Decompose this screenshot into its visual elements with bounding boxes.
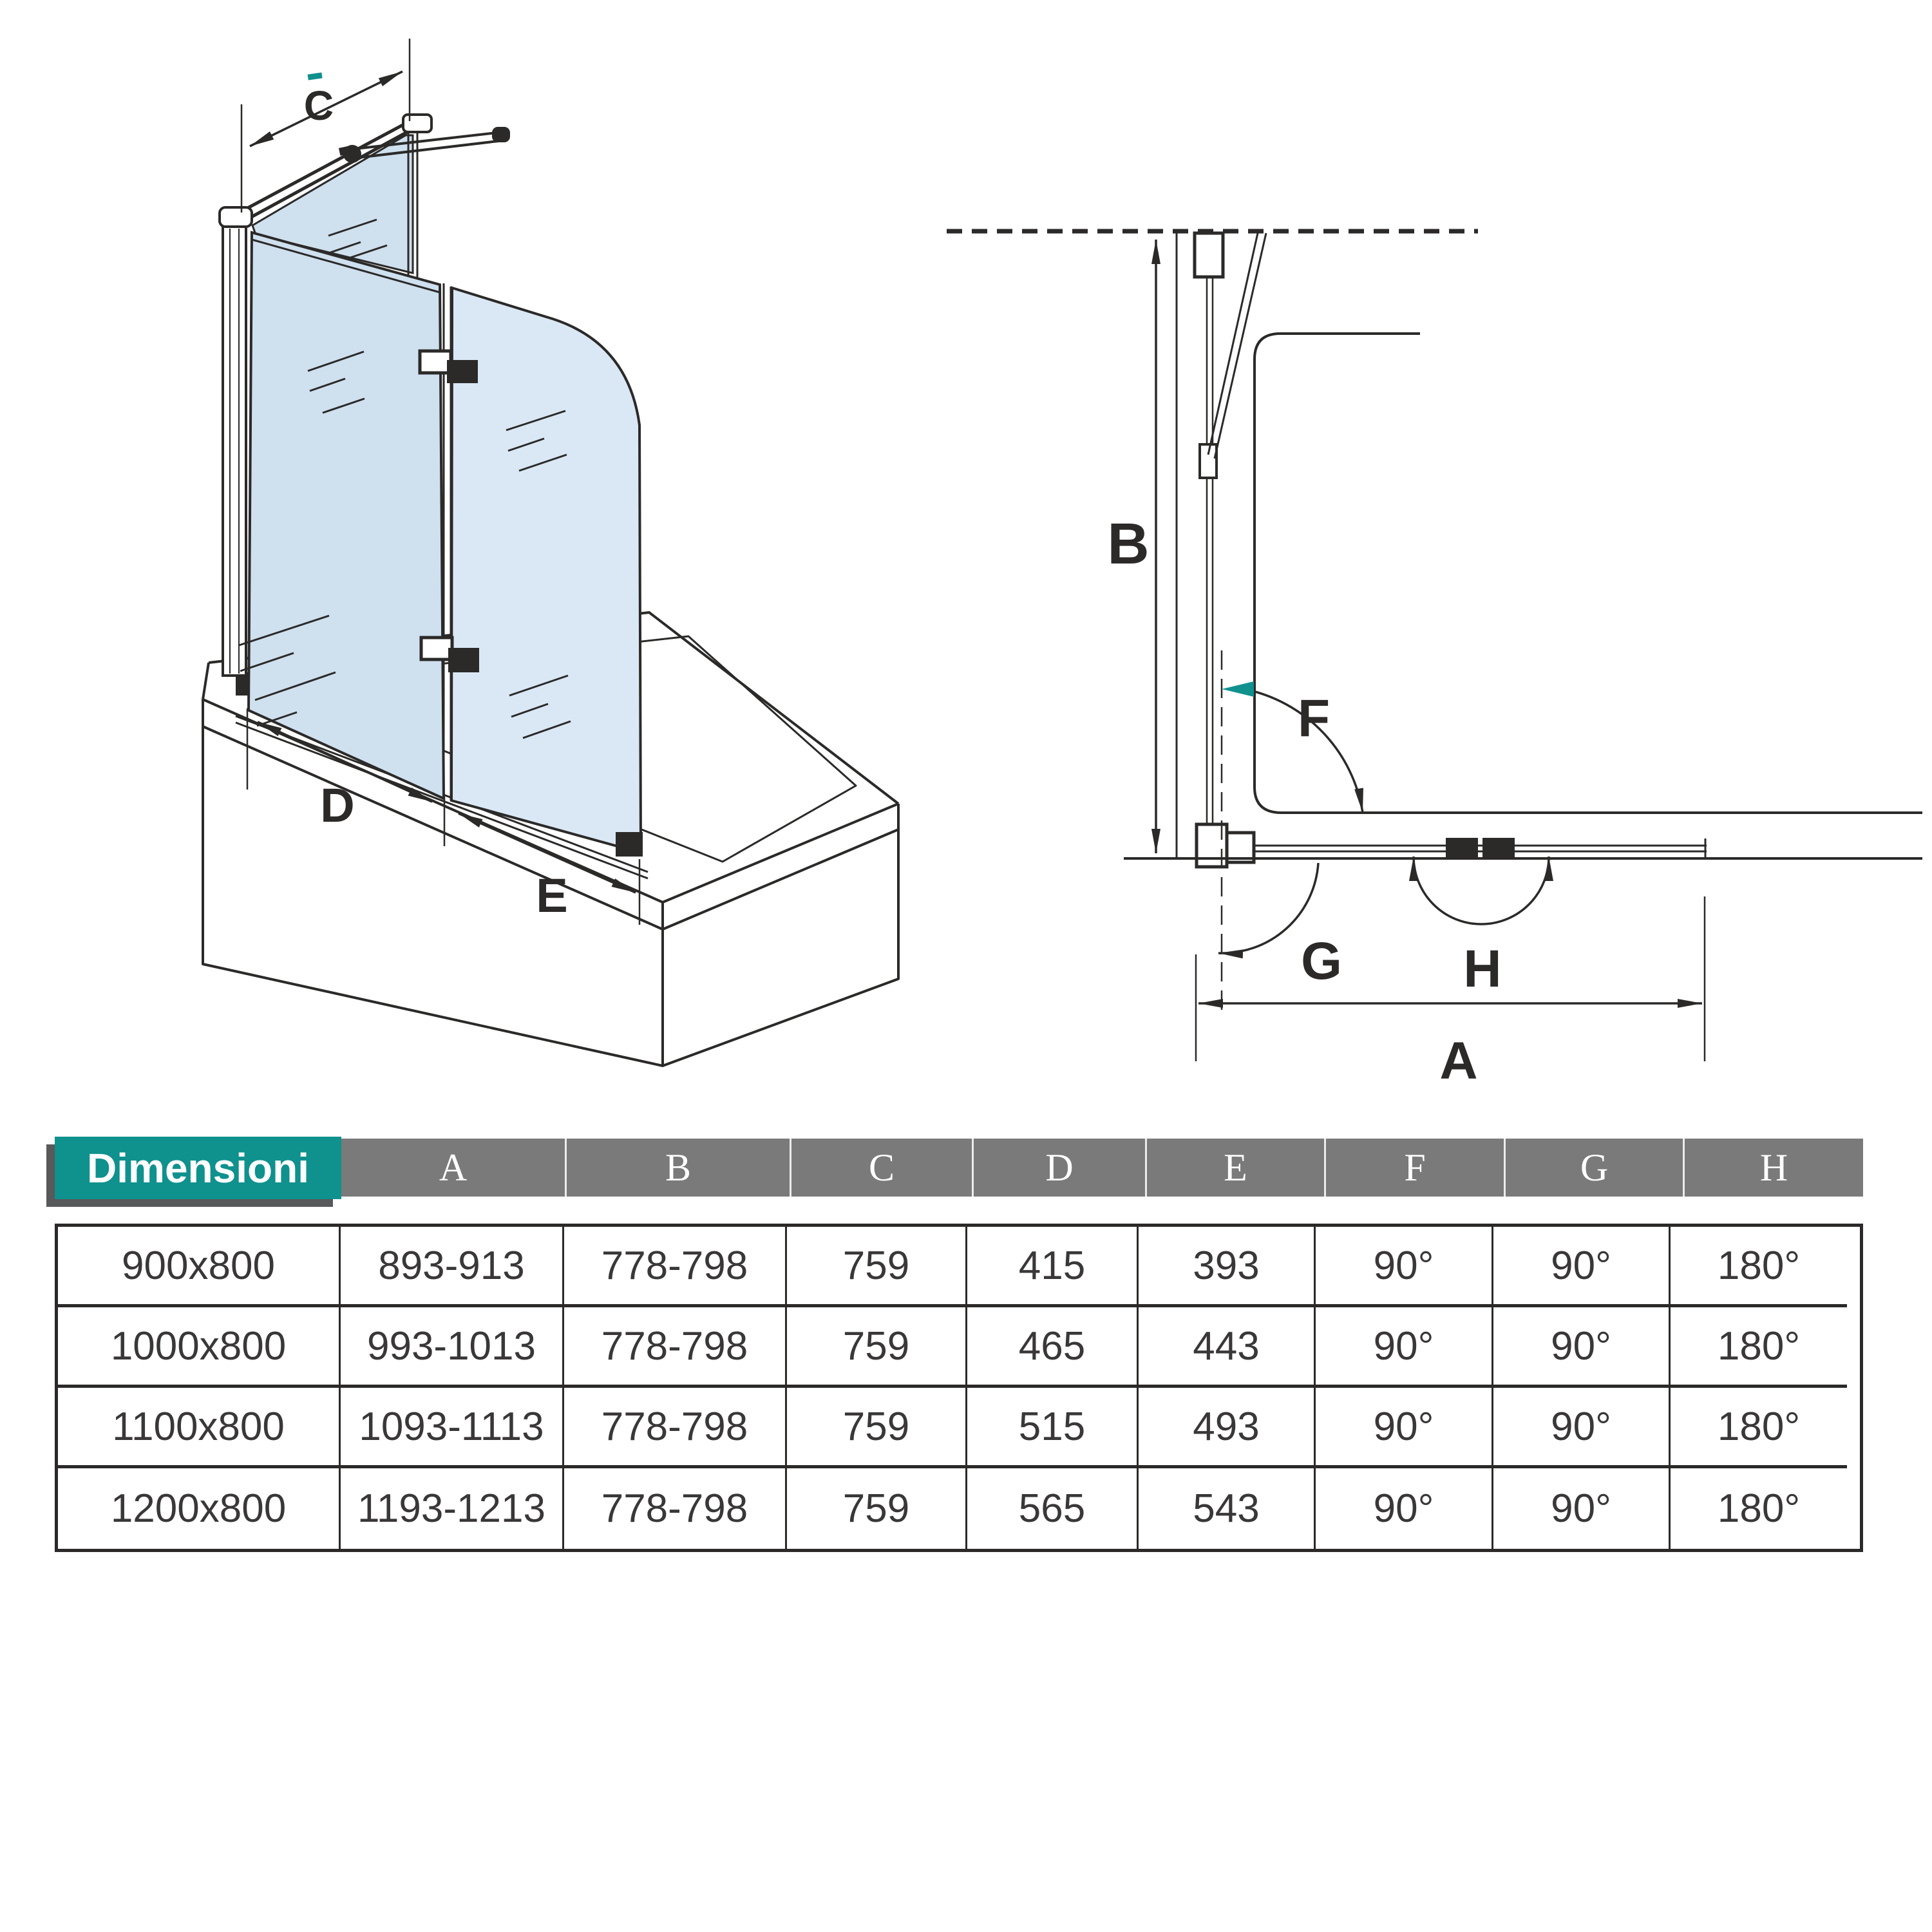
table-cell: 759 [787,1227,967,1307]
tub-rim-profile [1255,334,1922,813]
dimension-a [1196,896,1705,1090]
table-cell: 1193-1213 [341,1468,564,1549]
glass-panel-2 [451,288,641,853]
pivot-block [1197,824,1254,867]
table-cell: 759 [787,1307,967,1388]
hinge-block-1 [1446,838,1478,859]
table-cell: 90° [1316,1227,1493,1307]
table-cell: 415 [967,1227,1139,1307]
table-cell-size: 1200x800 [58,1468,341,1549]
table-cell: 1093-1113 [341,1388,564,1468]
column-header-f: F [1324,1139,1504,1197]
teal-arrowhead [1222,681,1254,697]
table-cell: 90° [1316,1307,1493,1388]
column-header-b: B [565,1139,790,1197]
column-header-e: E [1145,1139,1324,1197]
table-cell: 90° [1493,1307,1671,1388]
table-cell: 778-798 [564,1388,787,1468]
dimension-b [1108,240,1157,853]
table-header [55,1137,1863,1199]
table-cell: 759 [787,1388,967,1468]
column-header-h: H [1683,1139,1863,1197]
panel-2-roller [616,832,643,857]
bath-screen-perspective-drawing [0,0,966,1095]
top-bracket [1195,233,1223,277]
table-cell: 90° [1316,1468,1493,1549]
label-a: A [1439,1032,1478,1090]
table-cell: 90° [1316,1388,1493,1468]
swing-arc-h [1414,857,1549,998]
label-f: F [1297,689,1331,748]
table-body [55,1224,1863,1552]
wall-mount-profile [220,207,252,676]
table-title-badge: Dimensioni [55,1137,341,1199]
table-cell: 90° [1493,1227,1671,1307]
table-cell-size: 900x800 [58,1227,341,1307]
table-cell: 993-1013 [341,1307,564,1388]
folded-screen-line [1253,838,1707,858]
table-cell: 90° [1493,1388,1671,1468]
column-header-g: G [1504,1139,1683,1197]
hinge-block-2 [1482,838,1515,859]
table-column-headers [341,1139,1863,1197]
panel-edge-view [1200,277,1217,824]
table-cell: 893-913 [341,1227,564,1307]
label-c: C [303,82,334,129]
swing-arc-g [1218,863,1342,990]
label-b: B [1107,512,1150,576]
table-cell: 90° [1493,1468,1671,1549]
dimensions-table [55,1137,1863,1531]
table-cell: 493 [1139,1388,1316,1468]
table-cell: 778-798 [564,1468,787,1549]
teal-tick [308,73,323,80]
column-header-a: A [439,1146,468,1189]
swing-arc-f [1222,681,1363,813]
glass-panel-1 [249,232,444,799]
table-cell: 180° [1671,1307,1847,1388]
table-cell: 443 [1139,1307,1316,1388]
table-cell: 778-798 [564,1227,787,1307]
table-cell: 543 [1139,1468,1316,1549]
table-cell: 465 [967,1307,1139,1388]
column-header-d: D [972,1139,1145,1197]
table-cell: 180° [1671,1388,1847,1468]
column-header-c: C [790,1139,972,1197]
table-cell: 759 [787,1468,967,1549]
table-cell: 180° [1671,1227,1847,1307]
bath-screen-plan-view-drawing [902,0,1932,1095]
table-cell: 565 [967,1468,1139,1549]
table-cell: 515 [967,1388,1139,1468]
label-d: D [320,779,355,832]
table-cell: 180° [1671,1468,1847,1549]
table-cell: 393 [1139,1227,1316,1307]
label-g: G [1301,932,1342,990]
label-e: E [536,869,568,922]
table-cell-size: 1100x800 [58,1388,341,1468]
table-cell-size: 1000x800 [58,1307,341,1388]
label-h: H [1463,940,1502,998]
table-cell: 778-798 [564,1307,787,1388]
